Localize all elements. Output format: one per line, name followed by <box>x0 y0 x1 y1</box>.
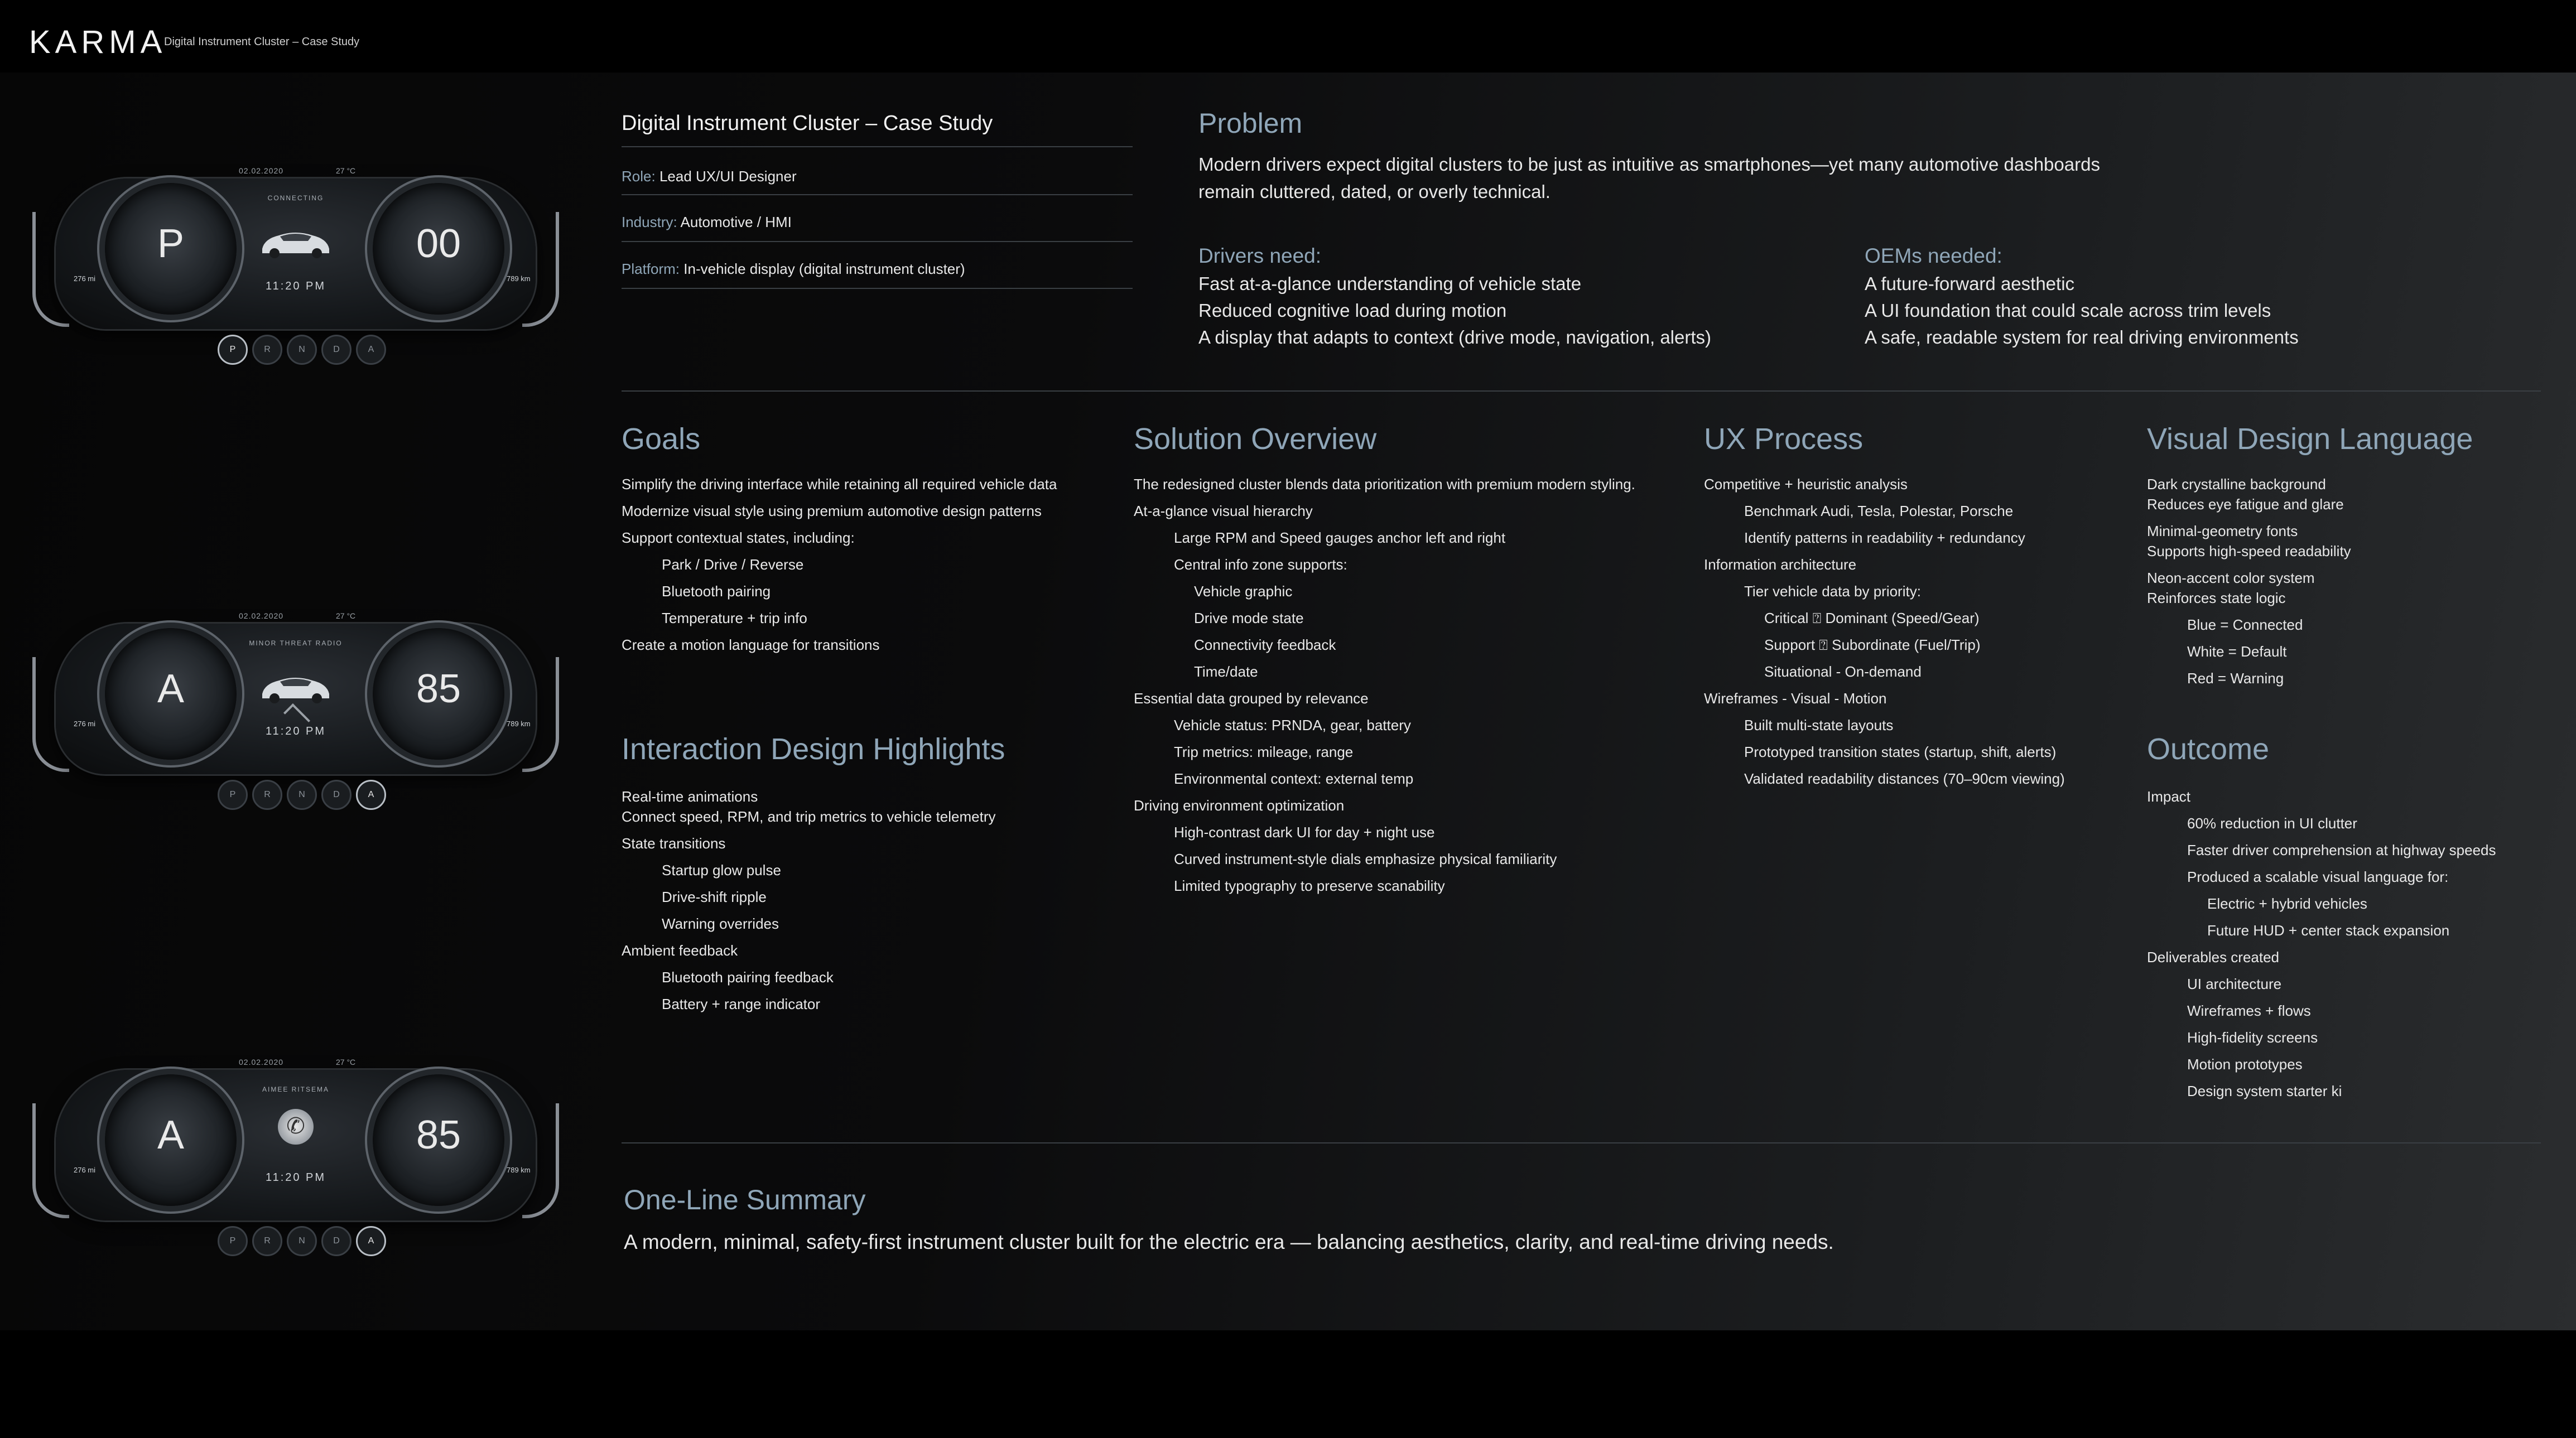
oems-needed-list <box>1865 270 2299 350</box>
speed-gauge <box>373 183 504 315</box>
list-item: A UI foundation that could scale across trim levels <box>1865 300 2271 321</box>
cluster-status: AIMEE RITSEMA <box>262 1085 329 1093</box>
gear-p-button[interactable]: P <box>218 335 248 365</box>
list-item: Warning overrides <box>662 915 779 932</box>
list-item: Modernize visual style using premium automotive design patterns <box>622 503 1042 519</box>
gear-n-button[interactable]: N <box>287 1226 317 1256</box>
list-item: Wireframes - Visual - Motion <box>1704 690 1887 707</box>
divider <box>622 241 1133 242</box>
role-value: Lead UX/UI Designer <box>659 168 797 185</box>
list-item: Park / Drive / Reverse <box>662 556 804 573</box>
cluster-date: 02.02.2020 <box>239 166 284 175</box>
rpm-gauge <box>105 183 237 315</box>
speed-readout: 85 <box>416 667 461 711</box>
list-item: Support contextual states, including: <box>622 529 855 546</box>
speed-gauge <box>373 628 504 760</box>
list-item: Vehicle status: PRNDA, gear, battery <box>1174 717 1411 734</box>
oems-needed-heading: OEMs needed: <box>1865 244 2002 267</box>
list-item: Faster driver comprehension at highway speeds <box>2187 842 2496 858</box>
list-item: Situational - On-demand <box>1764 663 1922 680</box>
list-item: Environmental context: external temp <box>1174 770 1414 787</box>
list-item: Time/date <box>1194 663 1258 680</box>
gear-r-button[interactable]: R <box>252 780 282 810</box>
list-item: Connect speed, RPM, and trip metrics to vehicle telemetry <box>622 808 996 825</box>
cluster-status: CONNECTING <box>267 194 324 202</box>
interaction-heading: Interaction Design Highlights <box>622 732 1005 766</box>
platform-value: In-vehicle display (digital instrument cluster) <box>683 260 965 277</box>
list-item: Prototyped transition states (startup, shift, alerts) <box>1744 744 2057 760</box>
gear-readout: A <box>157 667 185 711</box>
gear-r-button[interactable]: R <box>252 1226 282 1256</box>
list-item: Ambient feedback <box>622 942 738 959</box>
list-item: Impact <box>2147 788 2191 805</box>
gear-d-button[interactable]: D <box>321 780 352 810</box>
cluster-temp: 27 °C <box>336 1058 356 1067</box>
role-line <box>622 163 797 190</box>
list-item: Information architecture <box>1704 556 1857 573</box>
list-item: Real-time animations <box>622 788 758 805</box>
list-item: Produced a scalable visual language for: <box>2187 868 2449 885</box>
gear-r-button[interactable]: R <box>252 335 282 365</box>
cluster-status: MINOR THREAT RADIO <box>249 639 343 647</box>
list-item: Reduces eye fatigue and glare <box>2147 496 2344 513</box>
list-item: Battery + range indicator <box>662 996 820 1012</box>
list-item: Motion prototypes <box>2187 1056 2303 1073</box>
cluster-time: 11:20 PM <box>265 725 326 737</box>
range-right: 789 km <box>507 274 531 283</box>
list-item: Temperature + trip info <box>662 610 807 626</box>
summary-text: A modern, minimal, safety-first instrument cluster built for the electric era — balancing aesthetics, clarity, and real-time driving needs. <box>624 1230 1834 1253</box>
range-left: 276 mi <box>74 720 96 728</box>
page-title: Digital Instrument Cluster – Case Study <box>622 112 993 135</box>
cluster-time: 11:20 PM <box>265 1171 326 1184</box>
list-item: Simplify the driving interface while retaining all required vehicle data <box>622 476 1057 493</box>
list-item: Deliverables created <box>2147 949 2280 966</box>
cluster-date: 02.02.2020 <box>239 611 284 620</box>
drivers-need-heading: Drivers need: <box>1198 244 1322 267</box>
divider <box>622 146 1133 147</box>
list-item: A future-forward aesthetic <box>1865 273 2075 294</box>
list-item: Central info zone supports: <box>1174 556 1347 573</box>
list-item: Wireframes + flows <box>2187 1002 2311 1019</box>
interaction-list <box>622 783 996 1017</box>
solution-list <box>1134 471 1635 899</box>
list-item: UI architecture <box>2187 976 2282 992</box>
industry-label: Industry: <box>622 214 677 230</box>
gear-readout: A <box>157 1113 185 1157</box>
gear-a-button[interactable]: A <box>356 335 386 365</box>
list-item: A safe, readable system for real driving environments <box>1865 327 2299 348</box>
goals-heading: Goals <box>622 422 701 456</box>
list-item: Critical ⍰ Dominant (Speed/Gear) <box>1764 610 1980 626</box>
list-item: Large RPM and Speed gauges anchor left and right <box>1174 529 1506 546</box>
range-left: 276 mi <box>74 1166 96 1174</box>
gear-n-button[interactable]: N <box>287 780 317 810</box>
gear-n-button[interactable]: N <box>287 335 317 365</box>
list-item: A display that adapts to context (drive mode, navigation, alerts) <box>1198 327 1712 348</box>
list-item: Benchmark Audi, Tesla, Polestar, Porsche <box>1744 503 2014 519</box>
list-item: Future HUD + center stack expansion <box>2207 922 2450 939</box>
rpm-gauge <box>105 628 237 760</box>
range-right: 789 km <box>507 1166 531 1174</box>
summary-heading: One-Line Summary <box>624 1184 866 1215</box>
list-item: Bluetooth pairing feedback <box>662 969 834 986</box>
gear-selector <box>218 335 386 365</box>
list-item: Red = Warning <box>2187 670 2284 687</box>
list-item: Bluetooth pairing <box>662 583 771 600</box>
list-item: Validated readability distances (70–90cm viewing) <box>1744 770 2065 787</box>
problem-line-1: Modern drivers expect digital clusters to be just as intuitive as smartphones—yet many automotive dashboards <box>1198 154 2100 175</box>
visual-heading: Visual Design Language <box>2147 422 2473 456</box>
list-item: Minimal-geometry fonts <box>2147 523 2298 539</box>
list-item: White = Default <box>2187 643 2287 660</box>
list-item: Vehicle graphic <box>1194 583 1293 600</box>
gear-selector <box>218 1226 386 1256</box>
outcome-heading: Outcome <box>2147 732 2270 766</box>
problem-heading: Problem <box>1198 108 1303 139</box>
gear-p-button[interactable]: P <box>218 780 248 810</box>
list-item: Design system starter ki <box>2187 1083 2342 1099</box>
list-item: Create a motion language for transitions <box>622 636 880 653</box>
range-right: 789 km <box>507 720 531 728</box>
gear-a-button[interactable]: A <box>356 780 386 810</box>
section-divider <box>622 390 2541 392</box>
visual-language-list <box>2147 471 2351 692</box>
gear-a-button[interactable]: A <box>356 1226 386 1256</box>
list-item: High-contrast dark UI for day + night use <box>1174 824 1435 841</box>
platform-line <box>622 255 965 282</box>
industry-line <box>622 209 792 235</box>
list-item: The redesigned cluster blends data prioritization with premium modern styling. <box>1134 476 1635 493</box>
cluster-temp: 27 °C <box>336 166 356 175</box>
cluster-time: 11:20 PM <box>265 280 326 292</box>
brand-subtitle: Digital Instrument Cluster – Case Study <box>164 36 360 48</box>
cluster-date: 02.02.2020 <box>239 1058 284 1067</box>
vehicle-graphic-icon <box>257 222 335 261</box>
list-item: Fast at-a-glance understanding of vehicle state <box>1198 273 1582 294</box>
problem-line-2: remain cluttered, dated, or overly technical. <box>1198 181 1551 202</box>
section-divider <box>622 1142 2541 1143</box>
cluster-temp: 27 °C <box>336 611 356 620</box>
platform-label: Platform: <box>622 260 680 277</box>
instrument-cluster <box>22 1042 569 1276</box>
phone-call-icon: ✆ <box>278 1109 314 1145</box>
instrument-cluster <box>22 151 569 385</box>
divider <box>622 194 1133 195</box>
list-item: Dark crystalline background <box>2147 476 2326 493</box>
range-left: 276 mi <box>74 274 96 283</box>
list-item: Curved instrument-style dials emphasize physical familiarity <box>1174 851 1557 867</box>
ux-heading: UX Process <box>1704 422 1864 456</box>
divider <box>622 288 1133 289</box>
industry-value: Automotive / HMI <box>680 214 792 230</box>
gear-selector <box>218 780 386 810</box>
list-item: Reduced cognitive load during motion <box>1198 300 1507 321</box>
list-item: Neon-accent color system <box>2147 570 2315 586</box>
list-item: At-a-glance visual hierarchy <box>1134 503 1313 519</box>
drivers-need-list <box>1198 270 1711 350</box>
list-item: Trip metrics: mileage, range <box>1174 744 1354 760</box>
solution-heading: Solution Overview <box>1134 422 1377 456</box>
brand-logo: KARMA <box>29 24 167 60</box>
speed-readout: 00 <box>416 221 461 266</box>
gear-d-button[interactable]: D <box>321 335 352 365</box>
instrument-cluster <box>22 596 569 830</box>
list-item: High-fidelity screens <box>2187 1029 2318 1046</box>
list-item: Startup glow pulse <box>662 862 781 879</box>
list-item: Identify patterns in readability + redundancy <box>1744 529 2025 546</box>
speed-gauge <box>373 1074 504 1206</box>
list-item: Tier vehicle data by priority: <box>1744 583 1921 600</box>
goals-list <box>622 471 1057 658</box>
vehicle-graphic-icon <box>257 667 335 706</box>
list-item: Drive mode state <box>1194 610 1304 626</box>
role-label: Role: <box>622 168 656 185</box>
gear-p-button[interactable]: P <box>218 1226 248 1256</box>
ux-process-list <box>1704 471 2065 792</box>
list-item: Connectivity feedback <box>1194 636 1336 653</box>
list-item: Drive-shift ripple <box>662 889 767 905</box>
gear-d-button[interactable]: D <box>321 1226 352 1256</box>
list-item: 60% reduction in UI clutter <box>2187 815 2357 832</box>
list-item: Driving environment optimization <box>1134 797 1345 814</box>
list-item: Reinforces state logic <box>2147 590 2286 606</box>
list-item: Supports high-speed readability <box>2147 543 2351 559</box>
list-item: State transitions <box>622 835 726 852</box>
rpm-gauge <box>105 1074 237 1206</box>
outcome-list <box>2147 783 2496 1104</box>
gear-readout: P <box>157 221 185 266</box>
list-item: Essential data grouped by relevance <box>1134 690 1369 707</box>
list-item: Limited typography to preserve scanability <box>1174 877 1445 894</box>
list-item: Built multi-state layouts <box>1744 717 1894 734</box>
list-item: Competitive + heuristic analysis <box>1704 476 1908 493</box>
speed-readout: 85 <box>416 1113 461 1157</box>
list-item: Support ⍰ Subordinate (Fuel/Trip) <box>1764 636 1981 653</box>
list-item: Electric + hybrid vehicles <box>2207 895 2367 912</box>
list-item: Blue = Connected <box>2187 616 2303 633</box>
